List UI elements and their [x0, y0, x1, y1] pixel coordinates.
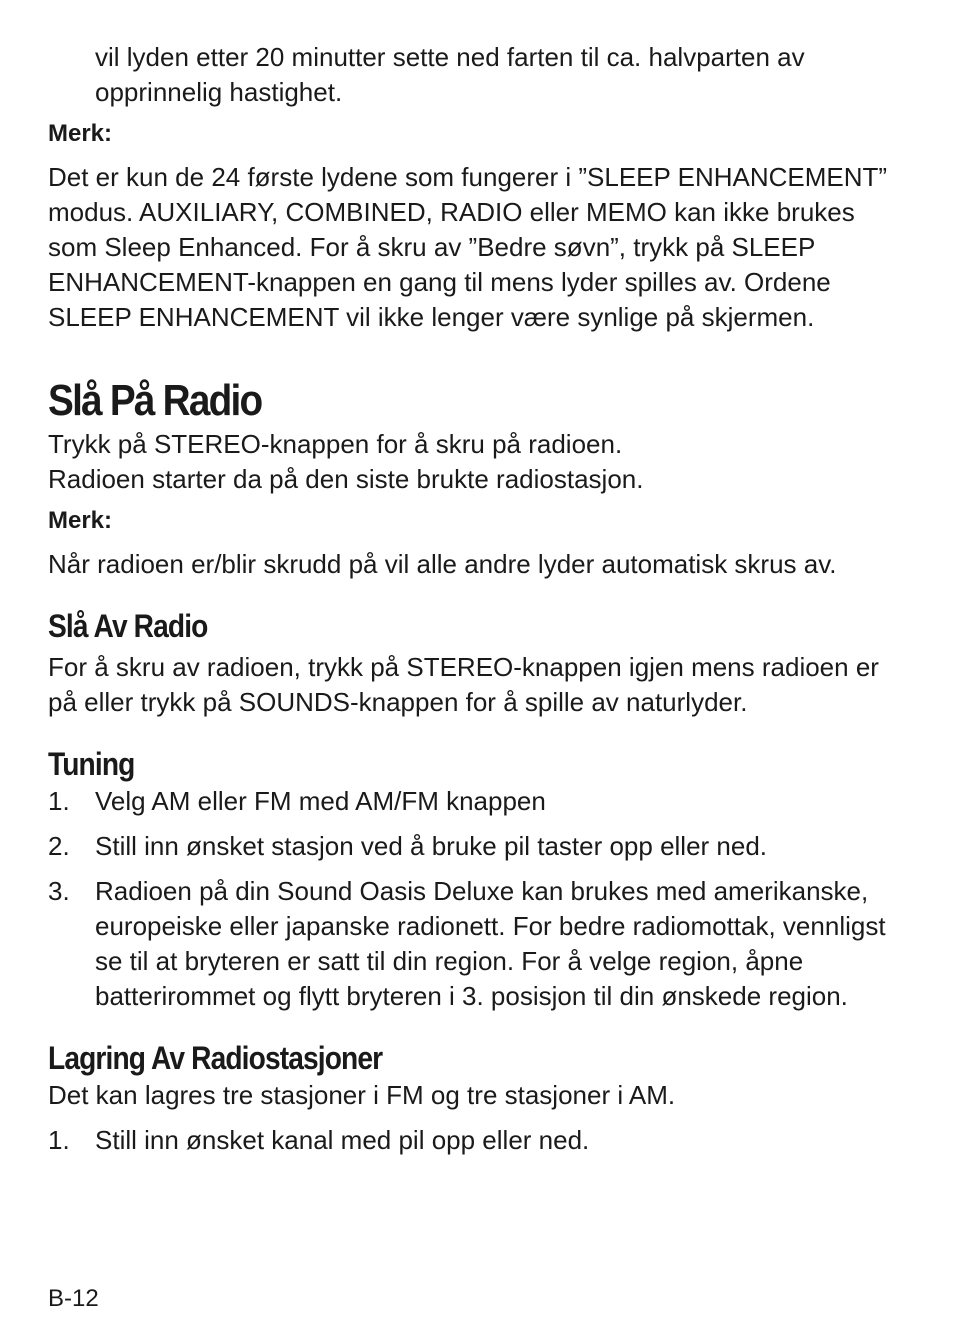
- step-text: Radioen på din Sound Oasis Deluxe kan brukes med amerikanske, europeiske eller japanske radionett. For bedre radiomottak, vennligst se til at bryteren er satt til din region. For å velge region, åpne batterirommet og flytt bryteren i 3. posisjon til din ønskede region.: [95, 876, 886, 1011]
- heading-storage: Lagring Av Radiostasjoner: [48, 1040, 383, 1076]
- step-number: 1.: [48, 1125, 70, 1155]
- note-label: Merk:: [48, 507, 113, 534]
- tuning-steps: [48, 784, 908, 1014]
- heading-tuning: Tuning: [48, 746, 135, 782]
- radio-off-text: For å skru av radioen, trykk på STEREO-knappen igjen mens radioen er på eller trykk på SOUNDS-knappen for å spille av naturlyder.: [48, 652, 879, 717]
- document-page: [48, 40, 908, 1158]
- step-number: 2.: [48, 831, 70, 861]
- page-number: B-12: [48, 1285, 99, 1312]
- note-text: Det er kun de 24 første lydene som fungerer i ”SLEEP ENHANCEMENT” modus. AUXILIARY, COMBINED, RADIO eller MEMO kan ikke brukes som Sleep Enhanced. For å skru av ”Bedre søvn”, trykk på SLEEP ENHANCEMENT-knappen en gang til mens lyder spilles av. Ordene SLEEP ENHANCEMENT vil ikke lenger være synlige på skjermen.: [48, 162, 888, 332]
- radio-on-note-text: Når radioen er/blir skrudd på vil alle andre lyder automatisk skrus av.: [48, 549, 837, 579]
- intro-continuation: vil lyden etter 20 minutter sette ned farten til ca. halvparten av opprinnelig hastighet.: [95, 42, 805, 107]
- note-label: Merk:: [48, 120, 113, 147]
- radio-on-line-1: Trykk på STEREO-knappen for å skru på radioen.: [48, 429, 623, 459]
- storage-steps: [48, 1123, 908, 1158]
- heading-radio-off: Slå Av Radio: [48, 608, 208, 644]
- list-item: [48, 829, 908, 864]
- radio-on-line-2: Radioen starter da på den siste brukte radiostasjon.: [48, 464, 644, 494]
- step-text: Still inn ønsket kanal med pil opp eller ned.: [95, 1125, 590, 1155]
- list-item: [48, 784, 908, 819]
- step-number: 3.: [48, 876, 70, 906]
- step-text: Still inn ønsket stasjon ved å bruke pil taster opp eller ned.: [95, 831, 768, 861]
- list-item: [48, 874, 908, 1014]
- storage-text: Det kan lagres tre stasjoner i FM og tre stasjoner i AM.: [48, 1080, 676, 1110]
- list-item: [48, 1123, 908, 1158]
- step-number: 1.: [48, 786, 70, 816]
- heading-radio-on: Slå På Radio: [48, 376, 262, 425]
- step-text: Velg AM eller FM med AM/FM knappen: [95, 786, 546, 816]
